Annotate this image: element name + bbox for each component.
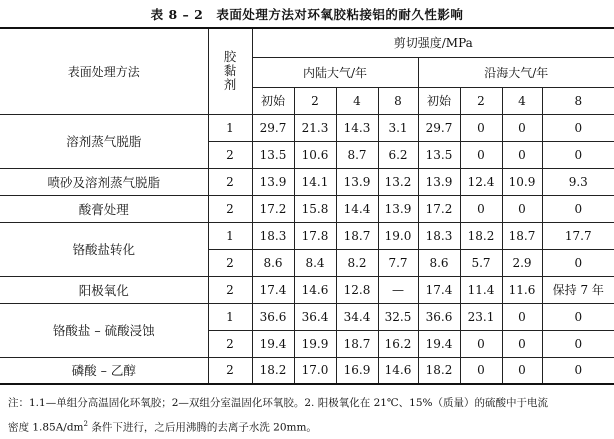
value-cell: 14.3 bbox=[336, 114, 378, 141]
method-cell: 铬酸盐转化 bbox=[0, 222, 208, 276]
table-row bbox=[0, 114, 614, 141]
durability-table bbox=[0, 27, 614, 385]
method-cell: 阳极氧化 bbox=[0, 276, 208, 303]
table-row bbox=[0, 168, 614, 195]
year-header: 2 bbox=[294, 87, 336, 114]
value-cell: 6.2 bbox=[378, 141, 418, 168]
footnote-line bbox=[8, 414, 610, 439]
agent-cell: 1 bbox=[208, 222, 252, 249]
table-row bbox=[0, 195, 614, 222]
value-cell: 14.4 bbox=[336, 195, 378, 222]
year-header: 初始 bbox=[252, 87, 294, 114]
value-cell: 36.4 bbox=[294, 303, 336, 330]
value-cell: 10.6 bbox=[294, 141, 336, 168]
value-cell: 17.2 bbox=[252, 195, 294, 222]
value-cell: 8.7 bbox=[336, 141, 378, 168]
footnote-line: 注：1.1—单组分高温固化环氧胶；2—双组分室温固化环氧胶。2. 阳极氧化在 21℃、15%（质量）的硫酸中于电流 bbox=[8, 397, 549, 409]
agent-cell: 2 bbox=[208, 168, 252, 195]
value-cell: — bbox=[378, 276, 418, 303]
method-cell: 铬酸盐 – 硫酸浸蚀 bbox=[0, 303, 208, 357]
agent-cell: 1 bbox=[208, 114, 252, 141]
agent-header-text: 胶 黏 剂 bbox=[223, 49, 237, 93]
value-cell: 16.2 bbox=[378, 330, 418, 357]
method-header: 表面处理方法 bbox=[0, 28, 208, 114]
value-cell: 19.9 bbox=[294, 330, 336, 357]
value-cell: 18.3 bbox=[252, 222, 294, 249]
agent-cell: 2 bbox=[208, 357, 252, 384]
value-cell: 0 bbox=[542, 195, 614, 222]
footnote-text: 密度 1.85A/dm bbox=[8, 421, 84, 434]
value-cell: 0 bbox=[460, 195, 502, 222]
value-cell: 18.7 bbox=[336, 330, 378, 357]
value-cell: 19.0 bbox=[378, 222, 418, 249]
value-cell: 保持 7 年 bbox=[542, 276, 614, 303]
value-cell: 15.8 bbox=[294, 195, 336, 222]
value-cell: 13.2 bbox=[378, 168, 418, 195]
value-cell: 18.2 bbox=[252, 357, 294, 384]
value-cell: 0 bbox=[460, 357, 502, 384]
value-cell: 19.4 bbox=[418, 330, 460, 357]
value-cell: 2.9 bbox=[502, 249, 542, 276]
value-cell: 14.6 bbox=[378, 357, 418, 384]
value-cell: 32.5 bbox=[378, 303, 418, 330]
value-cell: 0 bbox=[502, 303, 542, 330]
value-cell: 0 bbox=[542, 141, 614, 168]
table-row bbox=[0, 303, 614, 330]
table-row bbox=[0, 222, 614, 249]
value-cell: 13.5 bbox=[252, 141, 294, 168]
value-cell: 8.2 bbox=[336, 249, 378, 276]
value-cell: 0 bbox=[542, 303, 614, 330]
year-header: 4 bbox=[336, 87, 378, 114]
agent-cell: 2 bbox=[208, 249, 252, 276]
value-cell: 17.7 bbox=[542, 222, 614, 249]
value-cell: 18.7 bbox=[502, 222, 542, 249]
value-cell: 36.6 bbox=[418, 303, 460, 330]
table-row bbox=[0, 276, 614, 303]
footnote-text: 条件下进行，之后用沸腾的去离子水洗 20mm。 bbox=[87, 421, 317, 434]
value-cell: 13.9 bbox=[336, 168, 378, 195]
value-cell: 0 bbox=[460, 141, 502, 168]
value-cell: 5.7 bbox=[460, 249, 502, 276]
value-cell: 0 bbox=[542, 357, 614, 384]
value-cell: 11.6 bbox=[502, 276, 542, 303]
value-cell: 3.1 bbox=[378, 114, 418, 141]
value-cell: 0 bbox=[502, 330, 542, 357]
value-cell: 0 bbox=[460, 114, 502, 141]
value-cell: 34.4 bbox=[336, 303, 378, 330]
shear-strength-header: 剪切强度/MPa bbox=[252, 28, 614, 57]
method-cell: 酸膏处理 bbox=[0, 195, 208, 222]
value-cell: 17.0 bbox=[294, 357, 336, 384]
value-cell: 12.8 bbox=[336, 276, 378, 303]
value-cell: 18.3 bbox=[418, 222, 460, 249]
agent-cell: 2 bbox=[208, 276, 252, 303]
agent-cell: 2 bbox=[208, 141, 252, 168]
value-cell: 17.4 bbox=[418, 276, 460, 303]
value-cell: 36.6 bbox=[252, 303, 294, 330]
value-cell: 0 bbox=[502, 195, 542, 222]
value-cell: 21.3 bbox=[294, 114, 336, 141]
value-cell: 0 bbox=[542, 114, 614, 141]
agent-cell: 1 bbox=[208, 303, 252, 330]
value-cell: 0 bbox=[502, 114, 542, 141]
value-cell: 13.5 bbox=[418, 141, 460, 168]
value-cell: 10.9 bbox=[502, 168, 542, 195]
year-header: 8 bbox=[378, 87, 418, 114]
inland-header: 内陆大气/年 bbox=[252, 57, 418, 87]
value-cell: 29.7 bbox=[418, 114, 460, 141]
value-cell: 0 bbox=[502, 141, 542, 168]
value-cell: 13.9 bbox=[252, 168, 294, 195]
value-cell: 16.9 bbox=[336, 357, 378, 384]
value-cell: 11.4 bbox=[460, 276, 502, 303]
method-cell: 磷酸 – 乙醇 bbox=[0, 357, 208, 384]
value-cell: 19.4 bbox=[252, 330, 294, 357]
value-cell: 13.9 bbox=[378, 195, 418, 222]
year-header: 4 bbox=[502, 87, 542, 114]
agent-cell: 2 bbox=[208, 330, 252, 357]
value-cell: 14.1 bbox=[294, 168, 336, 195]
footnote bbox=[8, 393, 610, 439]
value-cell: 13.9 bbox=[418, 168, 460, 195]
method-cell: 溶剂蒸气脱脂 bbox=[0, 114, 208, 168]
value-cell: 17.2 bbox=[418, 195, 460, 222]
value-cell: 8.4 bbox=[294, 249, 336, 276]
value-cell: 17.8 bbox=[294, 222, 336, 249]
value-cell: 18.2 bbox=[418, 357, 460, 384]
year-header: 2 bbox=[460, 87, 502, 114]
value-cell: 7.7 bbox=[378, 249, 418, 276]
agent-cell: 2 bbox=[208, 195, 252, 222]
coastal-header: 沿海大气/年 bbox=[418, 57, 614, 87]
table-title: 表 8 – 2 表面处理方法对环氧胶粘接铝的耐久性影响 bbox=[150, 7, 464, 22]
value-cell: 23.1 bbox=[460, 303, 502, 330]
year-header: 8 bbox=[542, 87, 614, 114]
value-cell: 29.7 bbox=[252, 114, 294, 141]
value-cell: 8.6 bbox=[418, 249, 460, 276]
value-cell: 17.4 bbox=[252, 276, 294, 303]
value-cell: 0 bbox=[502, 357, 542, 384]
value-cell: 8.6 bbox=[252, 249, 294, 276]
method-cell: 喷砂及溶剂蒸气脱脂 bbox=[0, 168, 208, 195]
value-cell: 0 bbox=[460, 330, 502, 357]
year-header: 初始 bbox=[418, 87, 460, 114]
value-cell: 14.6 bbox=[294, 276, 336, 303]
table-row bbox=[0, 357, 614, 384]
value-cell: 18.2 bbox=[460, 222, 502, 249]
footnote-superscript: 2 bbox=[83, 420, 88, 428]
value-cell: 12.4 bbox=[460, 168, 502, 195]
value-cell: 9.3 bbox=[542, 168, 614, 195]
agent-header bbox=[208, 28, 252, 114]
value-cell: 0 bbox=[542, 330, 614, 357]
value-cell: 18.7 bbox=[336, 222, 378, 249]
value-cell: 0 bbox=[542, 249, 614, 276]
